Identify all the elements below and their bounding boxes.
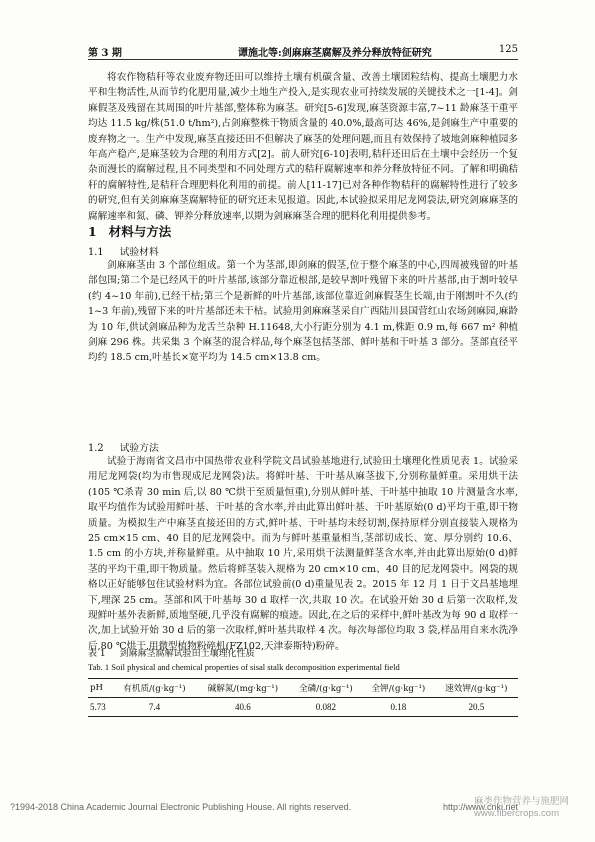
subsection-title: 试验材料 [119,247,159,258]
section-title: 材料与方法 [108,224,172,239]
table-header-cell: 全钾/(g·kg⁻¹) [362,679,435,698]
table-row [88,698,518,717]
table-caption-en: Tab. 1 Soil physical and chemical properties of sisal stalk decomposition experimental field [88,662,400,672]
site-watermark [474,796,594,820]
methods-paragraph: 试验于海南省文昌市中国热带农业科学院文昌试验基地进行,试验田土壤理化性质见表 1。试验采用尼龙网袋(均为市售现成尼龙网袋)法。将鲜叶基、干叶基从麻茎拔下,分别称量鲜重。采用烘干法(105 ℃杀青 30 min 后,以 80 ℃烘干至质量恒重),分别从鲜叶基、干叶基中抽取 10 片测量含水率,取平均值作为试验用鲜叶基、干叶基的含水率,并由此算出鲜叶基、干叶基原始(0 d)平均干重,即干物质量。为模拟生产中麻茎直接还田的方式,鲜叶基、干叶基均未经切割,保持原样分别直接装入规格为 25 cm×15 cm、40 目的尼龙网袋中。而为与鲜叶基重量相当,茎部切成长、宽、厚分别约 10.6、1.5 cm 的小方块,并称量鲜重。从中抽取 10 片,采用烘干法测量鲜茎含水率,并由此算出原始(0 d)鲜茎的平均干重,即干物质量。然后将鲜茎装入规格为 20 cm×10 cm、40 目的尼龙网袋中。网袋的规格以正好能够包住试验材料为宜。各部位试验前(0 d)重量见表 2。2015 年 12 月 1 日于文昌基地埋下,埋深 25 cm。茎部和风干叶基每 30 d 取样一次,共取 10 次。在试验开始 30 d 后第一次取样,发现鲜叶基外表新鲜,质地坚硬,几乎没有腐解的痕迹。因此,在之后的采样中,鲜叶基改为每 90 d 取样一次,加上试验开始 30 d 后的第一次取样,鲜叶基共取样 4 次。每次每部位均取 3 袋,样品用自来水洗净后,80 ℃烘干,用微型植物粉碎机(FZ102,天津泰斯特)粉碎。 [88,456,518,652]
table-header-cell: 有机质/(g·kg⁻¹) [113,679,196,698]
table-cell: 5.73 [88,698,113,717]
table-cell: 0.18 [362,698,435,717]
header-rule [88,59,518,60]
copyright-text: ?1994-2018 China Academic Journal Electronic Publishing House. All rights reserved. [10,802,352,812]
table-cell: 20.5 [435,698,518,717]
running-header [88,44,518,58]
subsection-heading-materials [88,244,159,258]
subsection-number: 1.1 [88,247,104,258]
table-cell: 7.4 [113,698,196,717]
table-header-cell: 速效钾/(g·kg⁻¹) [435,679,518,698]
section-number: 1 [88,224,97,239]
table-header-cell: 全磷/(g·kg⁻¹) [290,679,363,698]
subsection-heading-methods [88,440,159,454]
watermark-name: 麻类作物营养与施肥网 [474,796,570,807]
running-title: 谭施北等:剑麻麻茎腐解及养分释放特征研究 [238,48,432,59]
subsection-title: 试验方法 [119,443,159,454]
soil-properties-table [88,678,518,717]
table-header-cell: pH [88,679,113,698]
section-heading [88,222,171,240]
issue-label: 第 3 期 [88,48,122,59]
page-footer [10,802,519,812]
page-number: 125 [498,44,518,55]
table-header-cell: 碱解氮/(mg·kg⁻¹) [196,679,290,698]
watermark-url: www.fibercrops.com [474,808,559,819]
materials-paragraph: 剑麻麻茎由 3 个部位组成。第一个为茎部,即剑麻的假茎,位于整个麻茎的中心,四周被残留的叶基部包围;第二个是已经风干的叶片基部,该部分靠近根部,是较早割叶残留下来的叶片基部,由于割叶较早(约 4~10 年前),已经干枯;第三个是新鲜的叶片基部,该部位靠近剑麻假茎生长端,由于刚割叶不久(约 1~3 年前),残留下来的叶片基部还未干枯。试验用剑麻麻茎采自广西陆川县国营红山农场剑麻园,麻龄为 10 年,供试剑麻品种为龙舌兰杂种 H.11648,大小行距分别为 4.1 m,株距 0.9 m,每 667 m² 种植剑麻 296 株。共采集 3 个麻茎的混合样品,每个麻茎包括茎部、鲜叶基和干叶基 3 部分。茎部直径平均约 18.5 cm,叶基长×宽平均为 14.5 cm×13.8 cm。 [88,260,518,364]
table-title-cn: 剑麻麻茎腐解试验田土壤理化性质 [119,649,255,659]
table-number: 表 1 [88,649,106,659]
table-cell: 40.6 [196,698,290,717]
intro-paragraph: 将农作物秸秆等农业废弃物还田可以维持土壤有机碳含量、改善土壤团粒结构、提高土壤肥力水平和生物活性,从而节约化肥用量,减少土地生产投入,是实现农业可持续发展的关键技术之一[1-4]。剑麻假茎及残留在其周围的叶片基部,整体称为麻茎。研究[5-6]发现,麻茎资源丰富,7~11 龄麻茎干重平均达 11.5 kg/株(51.0 t/hm²),占剑麻整株干物质含量的 40.0%,最高可达 46%,是剑麻生产中重要的废弃物之一。生产中发现,麻茎直接还田不但解决了麻茎的处理问题,而且有效保持了坡地剑麻种植园多年高产稳产,是麻茎较为合理的利用方式[2]。前人研究[6-10]表明,秸秆还田后在土壤中会经历一个复杂而漫长的腐解过程,且不同类型和不同处理方式的秸秆腐解速率和养分释放特征不同。了解和明确秸秆的腐解特性,是秸秆合理肥料化利用的前提。前人[11-17]已对各种作物秸秆的腐解特性进行了较多的研究,但有关剑麻麻茎腐解特征的研究还未见报道。因此,本试验拟采用尼龙网袋法,研究剑麻麻茎的腐解速率和氮、磷、钾养分释放速率,以期为剑麻麻茎合理的肥料化利用提供参考。 [88,72,518,222]
subsection-number: 1.2 [88,443,104,454]
table-header-row [88,679,518,698]
footer-url[interactable]: http://www.cnki.net [443,802,519,812]
table-caption-cn [88,646,255,659]
table-cell: 0.082 [290,698,363,717]
